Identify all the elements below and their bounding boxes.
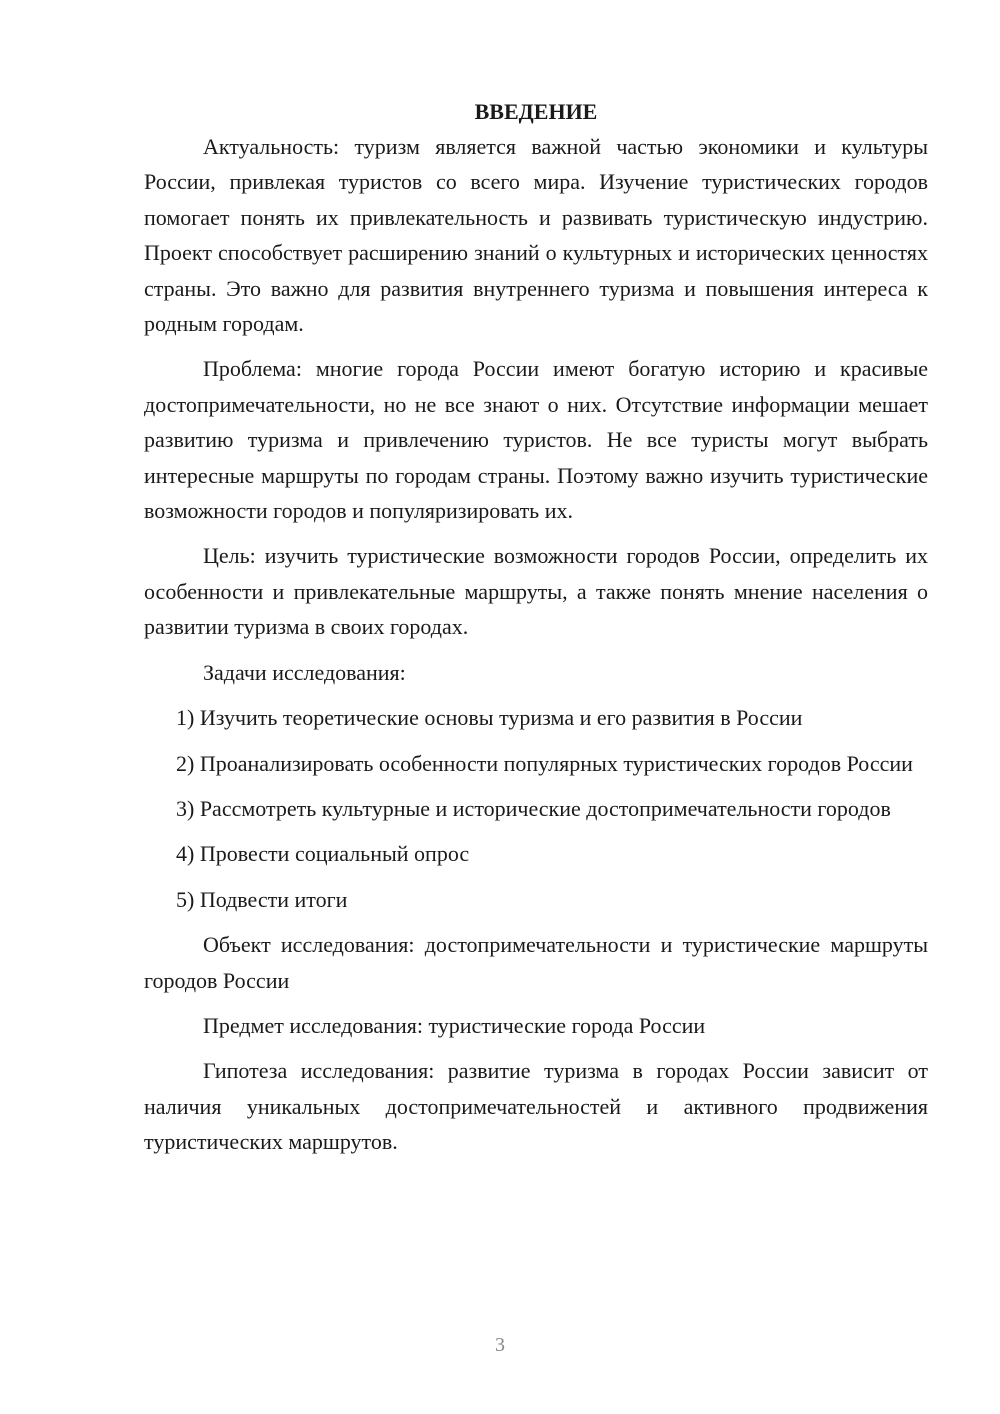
relevance-paragraph: Актуальность: туризм является важной частью экономики и культуры России, привлекая туристов со всего мира. Изучение туристических городов помогает понять их привлекательность и развивать туристическую индустрию. Проект способствует расширению знаний о культурных и исторических ценностях страны. Это важно для развития внутреннего туризма и повышения интереса к родным городам. bbox=[144, 134, 928, 337]
goal-paragraph: Цель: изучить туристические возможности городов России, определить их особенности и привлекательные маршруты, а также понять мнение населения о развитии туризма в своих городах. bbox=[144, 543, 928, 640]
task-item-2: 2) Проанализировать особенности популярных туристических городов России bbox=[176, 750, 913, 776]
page-content bbox=[144, 94, 928, 1160]
task-item-3: 3) Рассмотреть культурные и исторические достопримечательности городов bbox=[176, 795, 891, 821]
section-heading: ВВЕДЕНИЕ bbox=[474, 99, 598, 124]
task-item-5: 5) Подвести итоги bbox=[176, 886, 348, 912]
task-item-4: 4) Провести социальный опрос bbox=[176, 841, 470, 867]
tasks-title: Задачи исследования: bbox=[203, 659, 406, 685]
hypothesis-paragraph: Гипотеза исследования: развитие туризма в городах России зависит от наличия уникальных достопримечательностей и активного продвижения туристических маршрутов. bbox=[144, 1058, 928, 1155]
task-item-1: 1) Изучить теоретические основы туризма и его развития в России bbox=[176, 705, 803, 731]
problem-paragraph: Проблема: многие города России имеют богатую историю и красивые достопримечательности, но не все знают о них. Отсутствие информации мешает развитию туризма и привлечению туристов. Не все туристы могут выбрать интересные маршруты по городам страны. Поэтому важно изучить туристические возможности городов и популяризировать их. bbox=[144, 356, 928, 524]
object-paragraph: Объект исследования: достопримечательности и туристические маршруты городов России bbox=[144, 932, 928, 993]
subject-paragraph: Предмет исследования: туристические города России bbox=[203, 1012, 706, 1038]
page-number: 3 bbox=[495, 1334, 505, 1356]
